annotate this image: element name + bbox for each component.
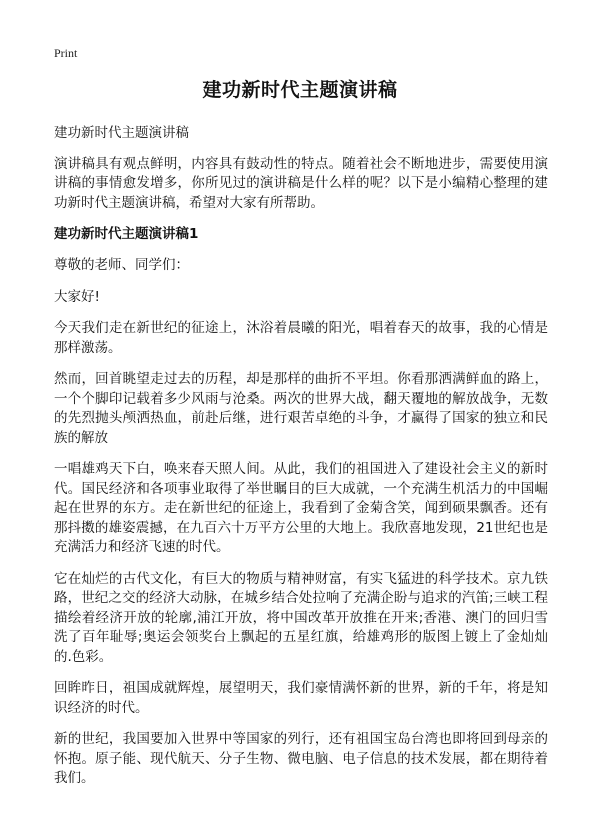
document-subtitle: 建功新时代主题演讲稿 — [54, 125, 189, 141]
body-paragraph: 新的世纪，我国要加入世界中等国家的列行，还有祖国宝岛台湾也即将回到母亲的怀抱。原子能、现代航天、分子生物、微电脑、电子信息的技术发展，都在期待着我们。 — [54, 731, 548, 786]
body-paragraph: 它在灿烂的古代文化，有巨大的物质与精神财富，有实飞猛进的科学技术。京九铁路，世纪之交的经济大动脉，在城乡结合处拉响了充满企盼与追求的汽笛;三峡工程描绘着经济开放的轮廓,浦江开放，将中国改革开放推在开来;香港、澳门的回归雪洗了百年耻辱;奥运会领奖台上飘起的五星红旗，给雄鸡形的版图上镀上了金灿灿的.色彩。 — [54, 570, 548, 665]
body-paragraph: 今天我们走在新世纪的征途上，沐浴着晨曦的阳光，唱着春天的故事，我的心情是那样激荡。 — [54, 320, 548, 356]
document-body — [54, 124, 548, 801]
body-paragraph: 一唱雄鸡天下白，唤来春天照人间。从此，我们的祖国进入了建设社会主义的新时代。国民经济和各项事业取得了举世瞩目的巨大成就，一个充满生机活力的中国崛起在世界的东方。走在新世纪的征途上，我看到了金菊含笑，闻到硕果飘香。还有那抖擞的雄姿震撼，在九百六十万平方公里的大地上。我欣喜地发现，21世纪也是充满活力和经济飞速的时代。 — [54, 461, 548, 555]
greeting-paragraph: 尊敬的老师、同学们： — [54, 257, 189, 273]
print-link[interactable]: Print — [54, 46, 78, 60]
page-title: 建功新时代主题演讲稿 — [202, 79, 398, 101]
section-heading: 建功新时代主题演讲稿1 — [54, 226, 199, 242]
body-paragraph: 回眸昨日，祖国成就辉煌，展望明天，我们豪情满怀新的世界，新的千年，将是知识经济的时代。 — [54, 680, 548, 716]
body-paragraph: 然而，回首眺望走过去的历程，却是那样的曲折不平坦。你看那洒满鲜血的路上，一个个脚印记载着多少风雨与沧桑。两次的世界大战，翻天覆地的解放战争，无数的先烈抛头颅洒热血，前赴后继，进行艰苦卓绝的斗争，才赢得了国家的独立和民族的解放 — [54, 371, 548, 446]
intro-paragraph: 演讲稿具有观点鲜明，内容具有鼓动性的特点。随着社会不断地进步，需要使用演讲稿的事情愈发增多，你所见过的演讲稿是什么样的呢？以下是小编精心整理的建功新时代主题演讲稿，希望对大家有所帮助。 — [54, 155, 548, 211]
greeting-paragraph: 大家好! — [54, 288, 100, 305]
